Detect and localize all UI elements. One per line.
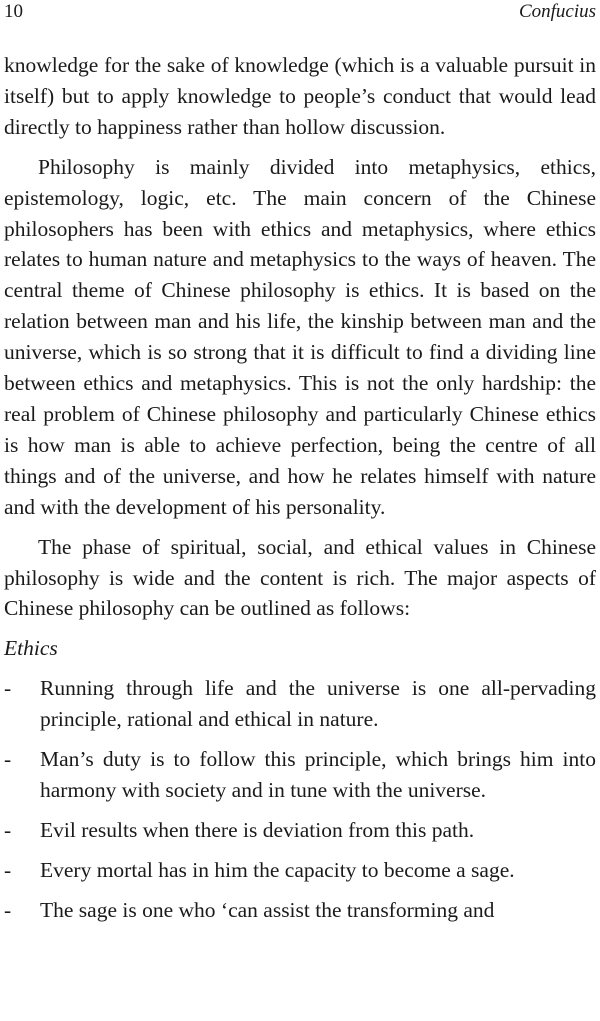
bullet-text: Evil results when there is deviation from this path.: [40, 817, 475, 842]
page-number: 10: [4, 1, 23, 22]
paragraph-continued: knowledge for the sake of knowledge (which is a valuable pursuit in itself) but to apply knowledge to people’s conduct that would lead directly to happiness rather than hollow discussion.: [4, 53, 596, 139]
bullet-dash: -: [4, 857, 12, 882]
list-item: [4, 815, 596, 846]
body-text: [4, 50, 596, 935]
bullet-dash: -: [4, 676, 12, 701]
list-item: [4, 673, 596, 735]
running-title: Confucius: [518, 1, 596, 22]
bullet-dash: -: [4, 897, 12, 922]
list-item: [4, 855, 596, 886]
bullet-text: Man’s duty is to follow this principle, which brings him into harmony with society and in tune with the universe.: [40, 747, 596, 802]
paragraph-philosophy-divisions: Philosophy is mainly divided into metaphysics, ethics, epistemology, logic, etc. The main concern of the Chinese philosophers has been with ethics and metaphysics, where ethics relates to human nature and metaphysics to the ways of heaven. The central theme of Chinese philosophy is ethics. It is based on the relation between man and his life, the kinship between man and the universe, which is so strong that it is difficult to find a dividing line between ethics and metaphysics. This is not the only hardship: the real problem of Chinese philosophy and particularly Chinese ethics is how man is able to achieve perfection, being the centre of all things and of the universe, and how he relates himself with nature and with the development of his personality.: [4, 154, 596, 519]
list-item: [4, 744, 596, 806]
bullet-text: The sage is one who ‘can assist the transforming and: [40, 897, 495, 922]
ethics-bullet-list: [4, 673, 596, 925]
bullet-dash: -: [4, 817, 12, 842]
paragraph-major-aspects: The phase of spiritual, social, and ethical values in Chinese philosophy is wide and the content is rich. The major aspects of Chinese philosophy can be outlined as follows:: [4, 534, 596, 621]
bullet-text: Every mortal has in him the capacity to become a sage.: [40, 857, 515, 882]
page-header: [4, 0, 596, 28]
section-heading-ethics: Ethics: [4, 636, 58, 661]
list-item: [4, 895, 596, 926]
bullet-text: Running through life and the universe is one all-pervading principle, rational and ethical in nature.: [40, 676, 596, 732]
bullet-dash: -: [4, 747, 12, 772]
